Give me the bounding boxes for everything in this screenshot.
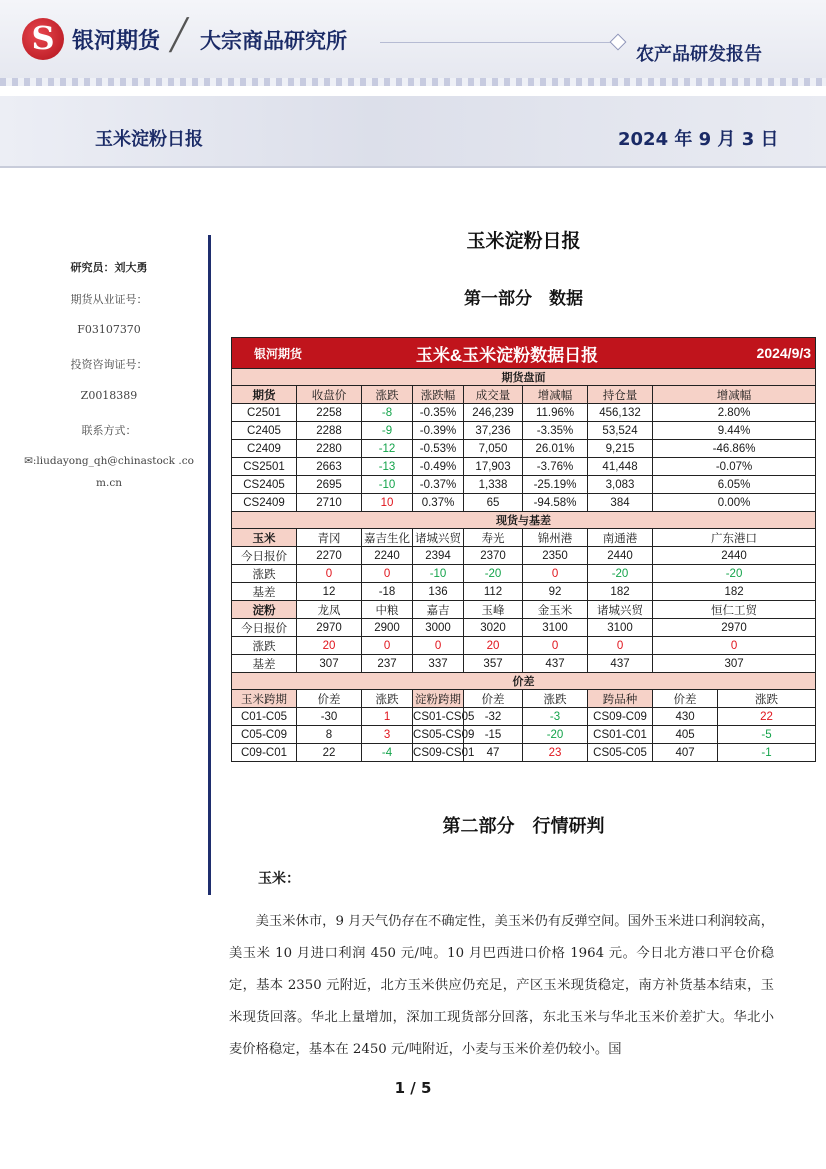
starch-row: [232, 637, 816, 655]
futures-cell: 0.00%: [653, 494, 816, 512]
spread-cell: -4: [362, 744, 413, 762]
corn-cell: 涨跌: [232, 565, 297, 583]
spread-cell: C09-C01: [232, 744, 297, 762]
brand-separator: ╱: [170, 18, 189, 53]
spread-header-cell: 价差: [297, 690, 362, 708]
spread-cell: 3: [362, 726, 413, 744]
spread-cell: 8: [297, 726, 362, 744]
corn-cell: -18: [362, 583, 413, 601]
advisory-label: 投资咨询证号：: [70, 358, 148, 371]
futures-cell: 7,050: [464, 440, 523, 458]
futures-cell: 9,215: [588, 440, 653, 458]
starch-header-cell: 中粮: [362, 601, 413, 619]
starch-header-cell: 恒仁工贸: [653, 601, 816, 619]
spread-section: [232, 690, 816, 762]
futures-cell: 246,239: [464, 404, 523, 422]
futures-cell: -94.58%: [523, 494, 588, 512]
futures-cell: 2663: [297, 458, 362, 476]
futures-cell: CS2405: [232, 476, 297, 494]
corn-header-cell: 嘉吉生化: [362, 529, 413, 547]
corn-cell: 2270: [297, 547, 362, 565]
starch-header-cell: 玉峰: [464, 601, 523, 619]
spread-row: [232, 744, 816, 762]
spread-header-cell: 价差: [653, 690, 718, 708]
starch-cell: 3020: [464, 619, 523, 637]
spread-cell: 47: [464, 744, 523, 762]
futures-row: [232, 458, 816, 476]
starch-cell: 0: [653, 637, 816, 655]
futures-cell: 2695: [297, 476, 362, 494]
futures-cell: 384: [588, 494, 653, 512]
futures-header-cell: 持仓量: [588, 386, 653, 404]
futures-cell: 10: [362, 494, 413, 512]
futures-cell: C2501: [232, 404, 297, 422]
futures-header-cell: 期货: [232, 386, 297, 404]
futures-cell: 6.05%: [653, 476, 816, 494]
corn-cell: -10: [413, 565, 464, 583]
futures-section: [232, 386, 816, 512]
report-type: 农产品研发报告: [636, 44, 762, 65]
corn-heading: 玉米：: [258, 871, 300, 887]
page-title: 玉米淀粉日报: [466, 230, 581, 252]
starch-header-row: [232, 601, 816, 619]
futures-row: [232, 494, 816, 512]
spread-header-cell: 淀粉跨期: [413, 690, 464, 708]
starch-header-cell: 诸城兴贸: [588, 601, 653, 619]
starch-cell: 0: [413, 637, 464, 655]
starch-cell: 0: [523, 637, 588, 655]
futures-row: [232, 404, 816, 422]
starch-header-cell: 淀粉: [232, 601, 297, 619]
futures-cell: -3.35%: [523, 422, 588, 440]
spread-cell: -3: [523, 708, 588, 726]
corn-cell: -20: [653, 565, 816, 583]
starch-cell: 涨跌: [232, 637, 297, 655]
futures-cell: -3.76%: [523, 458, 588, 476]
starch-cell: 2970: [653, 619, 816, 637]
futures-cell: -10: [362, 476, 413, 494]
futures-header-cell: 涨跌: [362, 386, 413, 404]
futures-cell: 3,083: [588, 476, 653, 494]
starch-row: [232, 655, 816, 673]
starch-cell: 307: [653, 655, 816, 673]
corn-cell: 基差: [232, 583, 297, 601]
futures-cell: C2409: [232, 440, 297, 458]
futures-cell: 2258: [297, 404, 362, 422]
corn-cell: 2440: [588, 547, 653, 565]
spread-header-cell: 涨跌: [718, 690, 816, 708]
futures-header-cell: 成交量: [464, 386, 523, 404]
spread-cell: -1: [718, 744, 816, 762]
spread-cell: CS09-C09: [588, 708, 653, 726]
futures-header-cell: 增减幅: [653, 386, 816, 404]
futures-cell: 2288: [297, 422, 362, 440]
starch-cell: 337: [413, 655, 464, 673]
corn-cell: 136: [413, 583, 464, 601]
futures-cell: 11.96%: [523, 404, 588, 422]
spread-cell: 430: [653, 708, 718, 726]
starch-cell: 3000: [413, 619, 464, 637]
starch-cell: 437: [523, 655, 588, 673]
spread-header-cell: 跨品种: [588, 690, 653, 708]
corn-header-cell: 诸城兴贸: [413, 529, 464, 547]
corn-cell: 112: [464, 583, 523, 601]
brand-name: 银河期货: [72, 29, 161, 54]
part1-heading: 第一部分 数据: [464, 289, 583, 309]
spread-cell: 23: [523, 744, 588, 762]
starch-cell: 237: [362, 655, 413, 673]
table-date: 2024/9/3: [653, 338, 816, 369]
futures-cell: 456,132: [588, 404, 653, 422]
sidebar-divider: [208, 235, 211, 895]
license-label: 期货从业证号：: [70, 293, 148, 306]
starch-header-cell: 龙凤: [297, 601, 362, 619]
spread-header-cell: 涨跌: [523, 690, 588, 708]
corn-header-cell: 锦州港: [523, 529, 588, 547]
futures-cell: -0.53%: [413, 440, 464, 458]
futures-row: [232, 476, 816, 494]
band-date: 2024 年 9 月 3 日: [618, 129, 779, 150]
futures-cell: -0.39%: [413, 422, 464, 440]
spread-cell: -20: [523, 726, 588, 744]
starch-section: [232, 601, 816, 673]
futures-header-cell: 涨跌幅: [413, 386, 464, 404]
spread-cell: 22: [718, 708, 816, 726]
futures-cell: 9.44%: [653, 422, 816, 440]
corn-header-cell: 玉米: [232, 529, 297, 547]
corn-header-cell: 寿光: [464, 529, 523, 547]
corn-cell: 0: [297, 565, 362, 583]
starch-cell: 20: [464, 637, 523, 655]
futures-cell: 1,338: [464, 476, 523, 494]
table-logo: 银河期货: [232, 338, 362, 369]
futures-cell: 65: [464, 494, 523, 512]
futures-cell: 0.37%: [413, 494, 464, 512]
header-stripe: [0, 78, 826, 86]
starch-cell: 3100: [523, 619, 588, 637]
starch-cell: 437: [588, 655, 653, 673]
spread-header-cell: 玉米跨期: [232, 690, 297, 708]
email-line-2[interactable]: m.cn: [96, 477, 122, 489]
spread-cell: 407: [653, 744, 718, 762]
futures-cell: -9: [362, 422, 413, 440]
advisory-number: Z0018389: [80, 389, 138, 402]
spread-cell: 22: [297, 744, 362, 762]
part2-heading: 第二部分 行情研判: [442, 816, 605, 837]
institute-name: 大宗商品研究所: [200, 29, 347, 53]
spread-cell: -5: [718, 726, 816, 744]
section-spot: 现货与基差: [232, 512, 816, 529]
futures-row: [232, 440, 816, 458]
page-number: 1 / 5: [394, 1079, 432, 1097]
corn-header-cell: 青冈: [297, 529, 362, 547]
spread-cell: C01-C05: [232, 708, 297, 726]
corn-cell: 182: [588, 583, 653, 601]
futures-cell: -0.49%: [413, 458, 464, 476]
researcher-name: 研究员：刘大勇: [70, 261, 148, 274]
table-banner: [232, 338, 816, 369]
corn-row: [232, 547, 816, 565]
corn-cell: 今日报价: [232, 547, 297, 565]
spread-row: [232, 708, 816, 726]
spread-cell: -30: [297, 708, 362, 726]
data-table: [231, 337, 815, 762]
futures-cell: -8: [362, 404, 413, 422]
futures-cell: -46.86%: [653, 440, 816, 458]
section-spread: 价差: [232, 673, 816, 690]
corn-header-row: [232, 529, 816, 547]
corn-section: [232, 529, 816, 601]
corn-header-cell: 南通港: [588, 529, 653, 547]
futures-cell: -13: [362, 458, 413, 476]
starch-cell: 基差: [232, 655, 297, 673]
futures-cell: -0.07%: [653, 458, 816, 476]
spread-cell: CS01-C01: [588, 726, 653, 744]
starch-cell: 2970: [297, 619, 362, 637]
title-band-divider: [0, 166, 826, 168]
corn-header-cell: 广东港口: [653, 529, 816, 547]
futures-cell: 26.01%: [523, 440, 588, 458]
corn-cell: 0: [362, 565, 413, 583]
futures-header-cell: 增减幅: [523, 386, 588, 404]
starch-cell: 0: [588, 637, 653, 655]
starch-header-cell: 嘉吉: [413, 601, 464, 619]
starch-cell: 20: [297, 637, 362, 655]
futures-cell: C2405: [232, 422, 297, 440]
futures-cell: 2.80%: [653, 404, 816, 422]
corn-cell: 2440: [653, 547, 816, 565]
futures-cell: CS2501: [232, 458, 297, 476]
futures-cell: 53,524: [588, 422, 653, 440]
futures-cell: 37,236: [464, 422, 523, 440]
futures-cell: 2280: [297, 440, 362, 458]
corn-cell: 182: [653, 583, 816, 601]
starch-cell: 357: [464, 655, 523, 673]
futures-cell: -12: [362, 440, 413, 458]
table-title: 玉米&玉米淀粉数据日报: [362, 338, 653, 369]
spread-cell: -15: [464, 726, 523, 744]
starch-cell: 今日报价: [232, 619, 297, 637]
spread-header-row: [232, 690, 816, 708]
corn-cell: -20: [464, 565, 523, 583]
futures-cell: 17,903: [464, 458, 523, 476]
starch-cell: 307: [297, 655, 362, 673]
spread-cell: CS05-CS09: [413, 726, 464, 744]
corn-cell: 2394: [413, 547, 464, 565]
futures-header-row: [232, 386, 816, 404]
corn-cell: 2240: [362, 547, 413, 565]
decorative-line: [380, 42, 620, 43]
futures-cell: -25.19%: [523, 476, 588, 494]
logo-s-glyph: S: [31, 19, 55, 57]
futures-cell: -0.37%: [413, 476, 464, 494]
spread-cell: -32: [464, 708, 523, 726]
band-title: 玉米淀粉日报: [95, 129, 203, 150]
section-futures: 期货盘面: [232, 369, 816, 386]
spread-cell: C05-C09: [232, 726, 297, 744]
spread-header-cell: 价差: [464, 690, 523, 708]
corn-cell: 2370: [464, 547, 523, 565]
spread-cell: CS01-CS05: [413, 708, 464, 726]
spread-cell: 405: [653, 726, 718, 744]
futures-cell: CS2409: [232, 494, 297, 512]
spread-cell: CS09-CS01: [413, 744, 464, 762]
futures-row: [232, 422, 816, 440]
futures-cell: 2710: [297, 494, 362, 512]
starch-row: [232, 619, 816, 637]
spread-header-cell: 涨跌: [362, 690, 413, 708]
starch-header-cell: 金玉米: [523, 601, 588, 619]
futures-cell: 41,448: [588, 458, 653, 476]
futures-cell: -0.35%: [413, 404, 464, 422]
contact-label: 联系方式：: [81, 424, 137, 437]
futures-header-cell: 收盘价: [297, 386, 362, 404]
license-number: F03107370: [77, 323, 141, 336]
starch-cell: 2900: [362, 619, 413, 637]
email-line-1[interactable]: ✉:liudayong_qh@chinastock .co: [24, 455, 194, 467]
spread-cell: CS05-C05: [588, 744, 653, 762]
corn-cell: 92: [523, 583, 588, 601]
corn-cell: 2350: [523, 547, 588, 565]
corn-row: [232, 583, 816, 601]
corn-cell: 0: [523, 565, 588, 583]
spread-cell: 1: [362, 708, 413, 726]
corn-row: [232, 565, 816, 583]
starch-cell: 0: [362, 637, 413, 655]
starch-cell: 3100: [588, 619, 653, 637]
corn-paragraph: 美玉米休市，9 月天气仍存在不确定性，美玉米仍有反弹空间。国外玉米进口利润较高，美玉米 10 月进口利润 450 元/吨。10 月巴西进口价格 1964 元。今日北方港口平仓价稳定，基本 2350 元附近，北方玉米供应仍充足，产区玉米现货稳定，南方补货基本结束，玉米现货回落。华北上量增加，深加工现货部分回落，东北玉米与华北玉米价差扩大。华北小麦价格稳定，基本在 2450 元/吨附近，小麦与玉米价差仍较小。国: [229, 914, 774, 1057]
corn-cell: 12: [297, 583, 362, 601]
spread-row: [232, 726, 816, 744]
corn-cell: -20: [588, 565, 653, 583]
